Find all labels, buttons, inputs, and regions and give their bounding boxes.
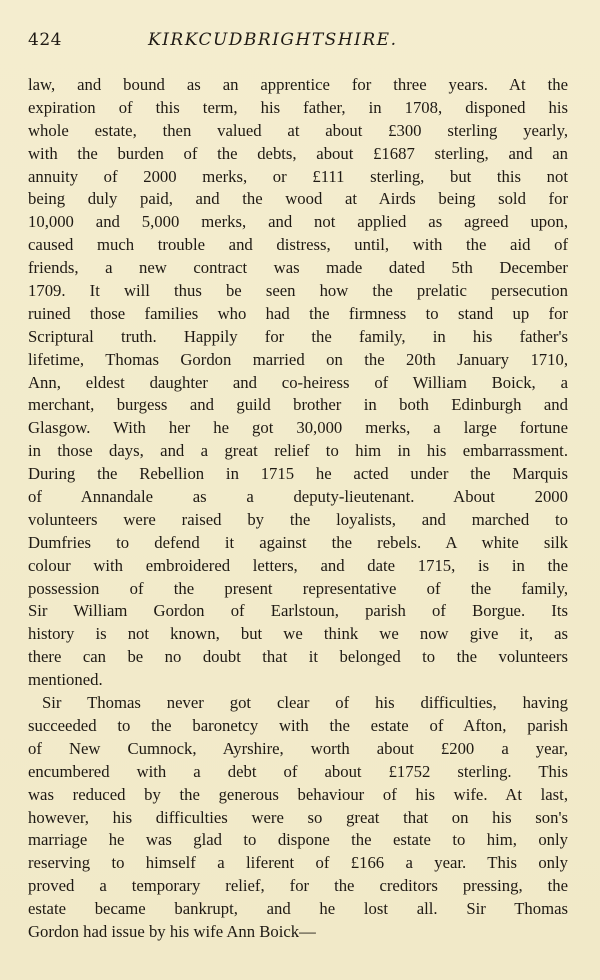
- text-line: proved a temporary relief, for the creditors pressing, the: [28, 876, 568, 896]
- text-line: whole estate, then valued at about £300 sterling yearly,: [28, 120, 568, 140]
- text-line: law, and bound as an apprentice for three years. At the: [28, 75, 568, 94]
- text-line: in those days, and a great relief to him in his embarrassment.: [28, 441, 568, 461]
- text-line: 10,000 and 5,000 merks, and not applied as agreed upon,: [28, 212, 568, 232]
- text-line: estate became bankrupt, and he lost all. Sir Thomas: [28, 899, 568, 919]
- text-line: ruined those families who had the firmness to stand up for: [28, 303, 568, 323]
- text-line: however, his difficulties were so great that on his son's: [28, 807, 568, 827]
- text-line: with the burden of the debts, about £1687 sterling, and an: [28, 143, 568, 163]
- text-line: friends, a new contract was made dated 5th December: [28, 258, 568, 278]
- text-line: expiration of this term, his father, in 1708, disponed his: [28, 97, 568, 117]
- page-number: 424: [28, 30, 62, 50]
- text-line: merchant, burgess and guild brother in both Edinburgh and: [28, 395, 568, 415]
- body-text: [28, 74, 568, 944]
- paragraph: [28, 692, 568, 944]
- text-line: Scriptural truth. Happily for the family, in his father's: [28, 326, 568, 346]
- text-line: encumbered with a debt of about £1752 sterling. This: [28, 761, 568, 781]
- text-line: succeeded to the baronetcy with the estate of Afton, parish: [28, 715, 568, 735]
- text-line: was reduced by the generous behaviour of his wife. At last,: [28, 784, 568, 804]
- text-line: Dumfries to defend it against the rebels. A white silk: [28, 532, 568, 552]
- text-line: there can be no doubt that it belonged to the volunteers: [28, 647, 568, 667]
- text-line: of Annandale as a deputy-lieutenant. About 2000: [28, 487, 568, 507]
- text-line: history is not known, but we think we now give it, as: [28, 624, 568, 644]
- text-line: volunteers were raised by the loyalists, and marched to: [28, 509, 568, 529]
- text-line: being duly paid, and the wood at Airds being sold for: [28, 189, 568, 209]
- text-line: mentioned.: [28, 670, 103, 690]
- text-line: During the Rebellion in 1715 he acted under the Marquis: [28, 464, 568, 484]
- paragraph: [28, 74, 568, 692]
- text-line: marriage he was glad to dispone the estate to him, only: [28, 830, 568, 850]
- text-line: lifetime, Thomas Gordon married on the 20th January 1710,: [28, 349, 568, 369]
- text-line: of New Cumnock, Ayrshire, worth about £200 a year,: [28, 738, 568, 758]
- text-line: Gordon had issue by his wife Ann Boick—: [28, 921, 316, 941]
- running-head: KIRKCUDBRIGHTSHIRE.: [148, 30, 398, 50]
- text-line: possession of the present representative of the family,: [28, 578, 568, 598]
- text-line: 1709. It will thus be seen how the prelatic persecution: [28, 281, 568, 301]
- text-line: Glasgow. With her he got 30,000 merks, a large fortune: [28, 418, 568, 438]
- text-line: colour with embroidered letters, and date 1715, is in the: [28, 555, 568, 575]
- text-line: Ann, eldest daughter and co-heiress of William Boick, a: [28, 372, 568, 392]
- text-line: reserving to himself a liferent of £166 a year. This only: [28, 853, 568, 873]
- text-line: Sir Thomas never got clear of his difficulties, having: [42, 693, 568, 713]
- page-header: [28, 30, 570, 56]
- text-line: caused much trouble and distress, until, with the aid of: [28, 235, 568, 255]
- text-line: Sir William Gordon of Earlstoun, parish of Borgue. Its: [28, 601, 568, 621]
- text-line: annuity of 2000 merks, or £111 sterling, but this not: [28, 166, 568, 186]
